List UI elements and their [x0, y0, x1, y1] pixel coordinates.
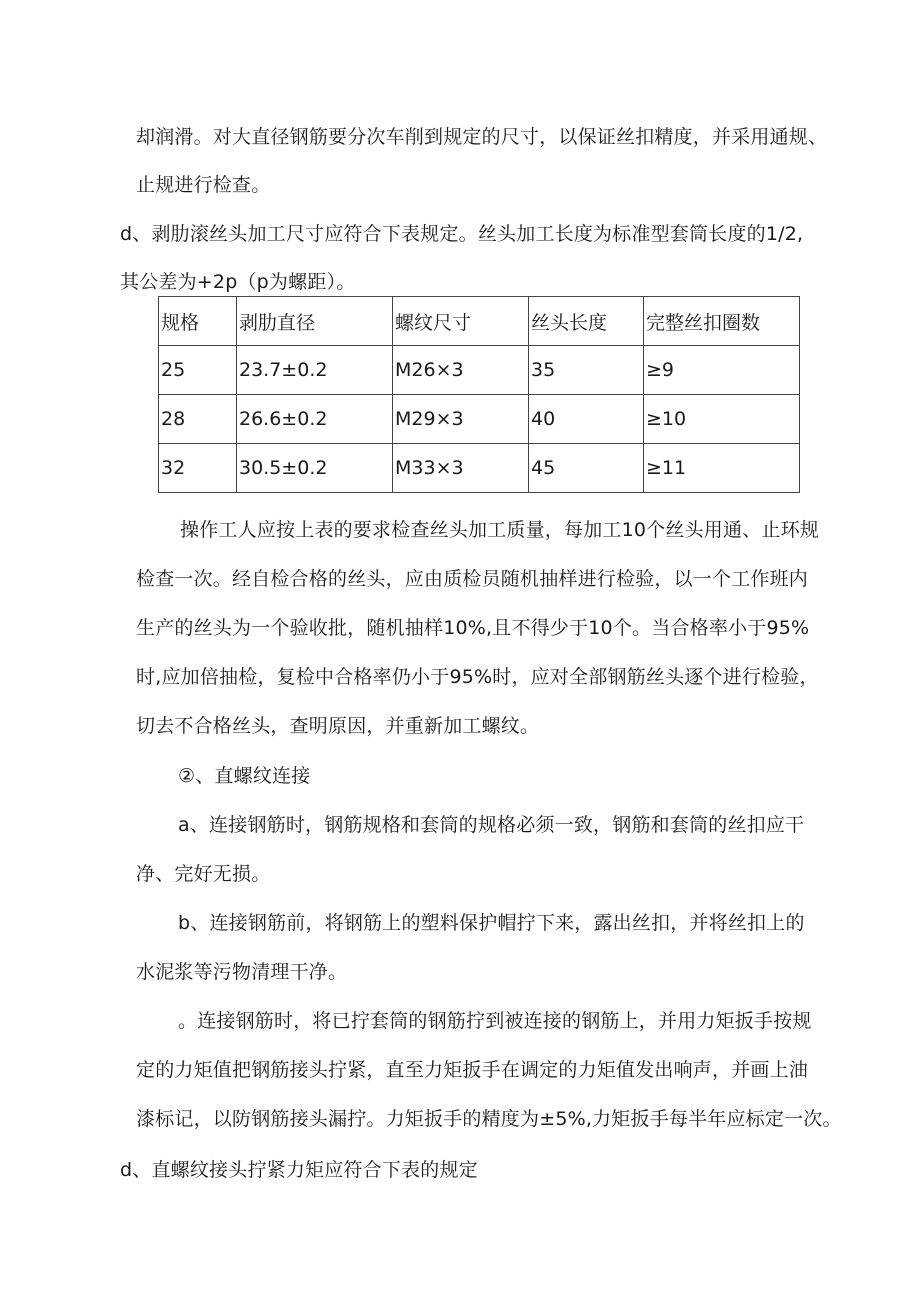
table-row — [159, 346, 800, 395]
text-line: 漆标记，以防钢筋接头漏拧。力矩扳手的精度为±5%,力矩扳手每半年应标定一次。 — [136, 1108, 842, 1130]
table-header-cell: 完整丝扣圈数 — [644, 297, 800, 346]
table-cell: ≥9 — [644, 346, 800, 395]
text-line: b、连接钢筋前，将钢筋上的塑料保护帽拧下来，露出丝扣，并将丝扣上的 — [178, 912, 805, 934]
table-cell: 28 — [159, 395, 237, 444]
text-line: a、连接钢筋时，钢筋规格和套筒的规格必须一致，钢筋和套筒的丝扣应干 — [178, 814, 805, 836]
table-header-cell: 剥肋直径 — [237, 297, 393, 346]
spec-table — [158, 296, 800, 493]
table-header-cell: 螺纹尺寸 — [393, 297, 529, 346]
section-heading: ②、直螺纹连接 — [178, 765, 311, 787]
text-line: 切去不合格丝头，查明原因，并重新加工螺纹。 — [136, 715, 540, 737]
table-cell: 25 — [159, 346, 237, 395]
text-line: 却润滑。对大直径钢筋要分次车削到规定的尺寸，以保证丝扣精度，并采用通规、 — [136, 126, 828, 148]
text-line: 止规进行检查。 — [136, 174, 271, 196]
table-cell: ≥10 — [644, 395, 800, 444]
text-line: 定的力矩值把钢筋接头拧紧，直至力矩扳手在调定的力矩值发出响声，并画上油 — [136, 1059, 809, 1081]
table-row — [159, 395, 800, 444]
table-cell: M33×3 — [393, 444, 529, 493]
table-header-row — [159, 297, 800, 346]
text-line: 。连接钢筋时，将已拧套筒的钢筋拧到被连接的钢筋上，并用力矩扳手按规 — [178, 1010, 812, 1032]
table-cell: 30.5±0.2 — [237, 444, 393, 493]
table-cell: M26×3 — [393, 346, 529, 395]
table-cell: 26.6±0.2 — [237, 395, 393, 444]
table-row — [159, 444, 800, 493]
table-cell: 32 — [159, 444, 237, 493]
table-header-cell: 丝头长度 — [529, 297, 644, 346]
table-cell: 23.7±0.2 — [237, 346, 393, 395]
table-cell: M29×3 — [393, 395, 529, 444]
text-line: 水泥浆等污物清理干净。 — [136, 961, 348, 983]
text-line: 其公差为+2p（p为螺距）。 — [120, 271, 356, 293]
text-line: 净、完好无损。 — [136, 863, 271, 885]
table-cell: 35 — [529, 346, 644, 395]
text-line: 生产的丝头为一个验收批，随机抽样10%,且不得少于10个。当合格率小于95% — [136, 617, 810, 639]
item-d-torque-heading: d、直螺纹接头拧紧力矩应符合下表的规定 — [120, 1159, 478, 1181]
text-line: 操作工人应按上表的要求检查丝头加工质量，每加工10个丝头用通、止环规 — [180, 519, 819, 541]
table-cell: 40 — [529, 395, 644, 444]
table-cell: 45 — [529, 444, 644, 493]
text-line: 检查一次。经自检合格的丝头，应由质检员随机抽样进行检验，以一个工作班内 — [136, 568, 809, 590]
table-header-cell: 规格 — [159, 297, 237, 346]
text-line: d、剥肋滚丝头加工尺寸应符合下表规定。丝头加工长度为标准型套筒长度的1/2, — [120, 223, 804, 245]
text-line: 时,应加倍抽检，复检中合格率仍小于95%时，应对全部钢筋丝头逐个进行检验， — [136, 666, 819, 688]
table-cell: ≥11 — [644, 444, 800, 493]
